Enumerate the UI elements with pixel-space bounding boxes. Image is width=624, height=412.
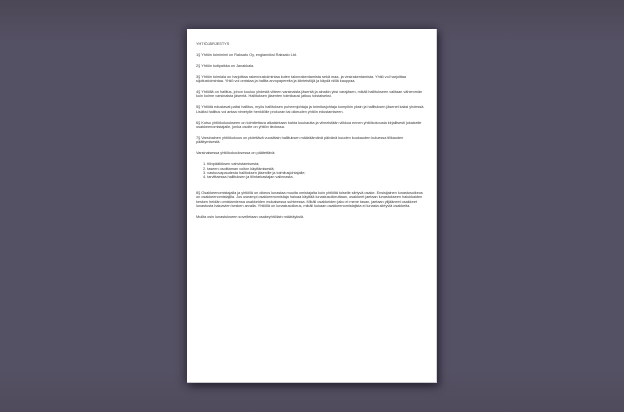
paragraph-6: 6§ Kutsu yhtiökokoukseen on toimitettava aikaisintaan kahta kuukautta ja viimeistään viikkoa ennen yhtiökokousta kirjallisesti jokaiselle osakkeenomistajalle, jonka osoite on yhtiön tiedossa. — [196, 119, 422, 130]
list-item: 2. taseen osoittaman voiton käyttämisestä; — [203, 165, 275, 171]
paragraph-7: 7§ Varsinainen yhtiökokous on pidettävä vuosittain hallituksen määräämänä päivänä kuuden kuukauden kuluessa tilikauden päättymisestä. — [196, 134, 404, 145]
paragraph-8: 8§ Osakkeenomistajalla ja yhtiöllä on oikeus lunastaa muulta omistajalta kuin yhtiöltä toiselle siirtyvä osake. Ensisijainen lunastusoikeus on osakkeenomistajilla. Jos useampi osakkeenomistaja haluaa käyttää lunastusoikeuttaan, osakkeet jaetaan lunastukseen halukkaiden kesken heidän omistamiensa osakkeiden mukaisessa suhteessa. Mikäli osakkeiden jako ei mene tasan, jaetaan ylijääneet osakkeet lunastusta haluavien kesken arvalla. Yhtiöllä on lunastusoikeus, mikäli kukaan osakkeenomistajista ei lunasta siirtyviä osakkeita. — [196, 189, 423, 209]
list-item: 1. tilinpäätöksen vahvistamisesta; — [203, 161, 260, 167]
paragraph-2: 2§ Yhtiön kotipaikka on Janakkala. — [196, 62, 255, 68]
paragraph-3: 3§ Yhtiön toimiala on harjoittaa rakennustoimintaa kuten talonrakentamista sekä maa- ja vesirakentamista. Yhtiö voi harjoittaa sijoitustoimintaa. Yhtiö voi omistaa ja hallita arvopapereita ja kiinteistöjä ja käydä niillä kauppaa. — [196, 73, 407, 84]
document-title: YHTIÖJÄRJESTYS — [196, 41, 230, 46]
list-item: 3. vastuuvapaudesta hallituksen jäsenille ja toimitusjohtajalle; — [203, 170, 306, 175]
document-page — [187, 29, 437, 383]
agm-list-intro: Varsinaisessa yhtiökokouksessa on päätettävä: — [196, 150, 276, 156]
paragraph-5: 5§ Yhtiötä edustavat paitsi hallitus, myös hallituksen puheenjohtaja ja toimitusjohtaja kumpikin yksin ja hallituksen jäsenet kaksi yhdessä. Lisäksi hallitus voi antaa nimetylle henkilölle prokuran tai oikeuden yhtiön edustamiseen. — [196, 104, 425, 114]
paragraph-1: 1§ Yhtiön toiminimi on Raksato Oy, englanniksi Raksato Ltd. — [196, 51, 297, 57]
paragraph-9: Muilta osin lunastukseen sovelletaan osakeyhtiölain määräyksiä. — [196, 213, 305, 219]
list-item: 4. tarvittaessa hallituksen ja tilintarkastajan valinnasta. — [203, 174, 294, 180]
paragraph-4: 4§ Yhtiöllä on hallitus, johon kuuluu yhdestä viiteen varsinaista jäsentä ja ainakin yksi varajäsen, mikäli hallitukseen valitaan vähemmän kuin kolme varsinaista jäsentä. Hallituksen jäsenten toimikausi jatkuu toistaiseksi. — [196, 89, 423, 99]
agm-decision-list — [196, 162, 427, 180]
